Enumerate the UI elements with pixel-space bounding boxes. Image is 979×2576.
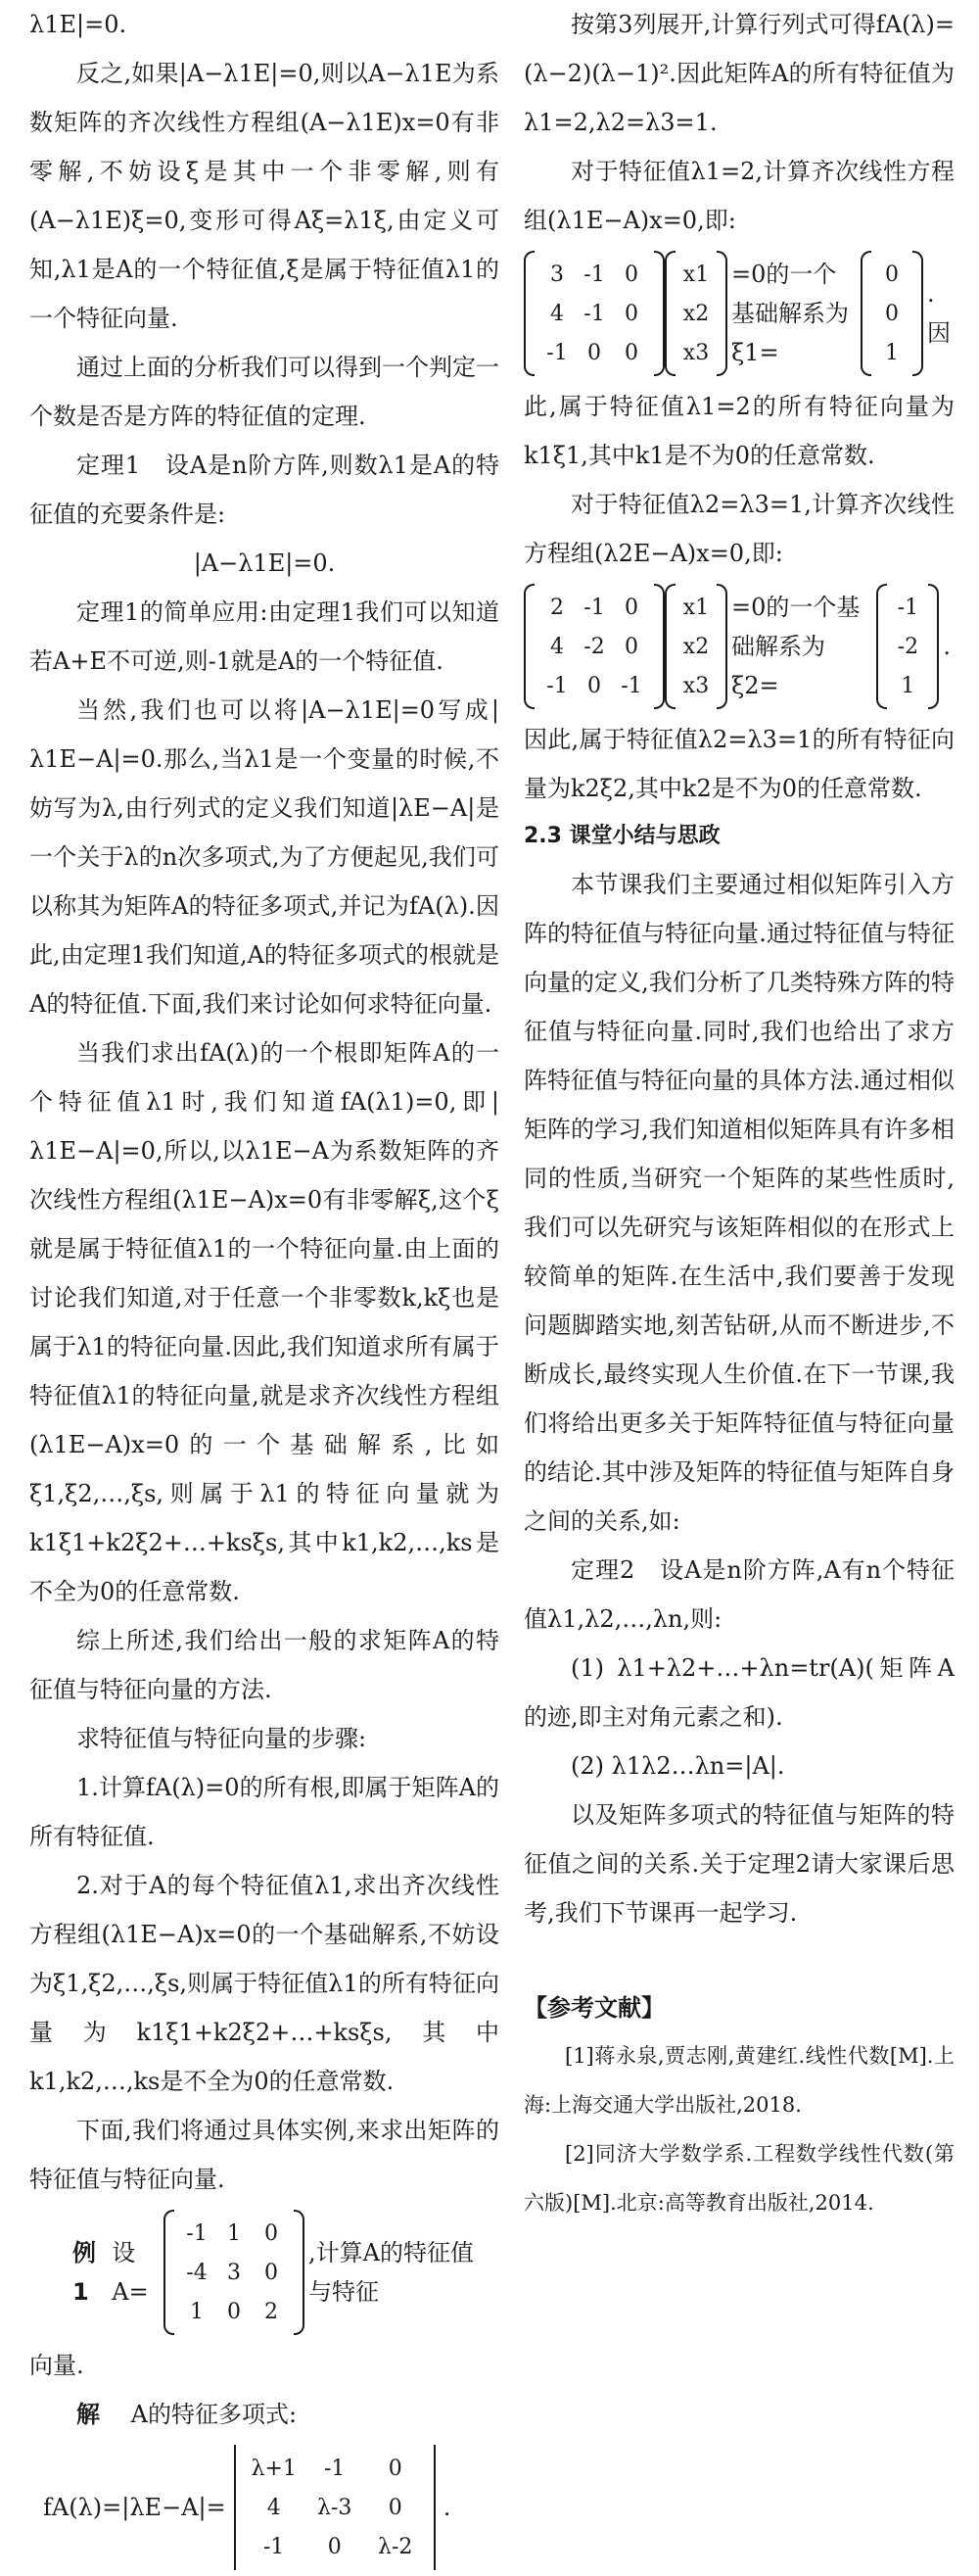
matrix-row — [679, 588, 713, 627]
paragraph: 此,属于特征值λ1=2的所有特征向量为k1ξ1,其中k1是不为0的任意常数. — [524, 393, 955, 469]
matrix-a — [163, 2210, 304, 2335]
paragraph: 按第3列展开,计算行列式可得fA(λ)=(λ−2)(λ−1)².因此矩阵A的所有特征值为λ1=2,λ2=λ3=1. — [524, 11, 955, 136]
matrix-cell: 4 — [266, 2495, 281, 2520]
matrix-cell: 1 — [226, 2220, 241, 2246]
matrix-cell: x3 — [682, 340, 710, 365]
matrix-row — [178, 2253, 290, 2292]
matrix-row — [875, 333, 909, 372]
matrix-cell: -2 — [583, 634, 605, 659]
matrix-row — [679, 666, 713, 705]
matrix-row — [178, 2214, 290, 2253]
matrix-cell: 0 — [263, 2260, 278, 2285]
matrix-cell: -4 — [186, 2260, 208, 2285]
matrix-row — [679, 294, 713, 333]
vector-xi-1 — [861, 251, 923, 376]
matrix-row — [679, 255, 713, 294]
paragraph: 以及矩阵多项式的特征值与矩阵的特征值之间的关系.关于定理2请大家课后思考,我们下节课再一起学习. — [524, 1801, 955, 1927]
example-label: 例1 — [72, 2239, 96, 2306]
matrix-cell: 0 — [587, 673, 601, 698]
matrix-cell: 0 — [263, 2220, 278, 2246]
matrix-cell: -1 — [583, 595, 605, 620]
matrix-cell: λ+1 — [251, 2456, 297, 2481]
matrix-cell: x2 — [682, 301, 710, 326]
matrix-cell: 0 — [625, 634, 638, 659]
poly-end: . — [443, 2494, 451, 2521]
matrix-row — [679, 333, 713, 372]
matrix-row — [679, 627, 713, 666]
matrix-cell: 0 — [625, 595, 638, 620]
matrix-cell: x2 — [682, 634, 710, 659]
system-2 — [524, 584, 955, 709]
matrix-row — [891, 627, 924, 666]
matrix-cell: 0 — [226, 2299, 241, 2324]
matrix-cell: λ-2 — [378, 2534, 413, 2559]
paragraph: 向量. — [29, 2352, 84, 2379]
matrix-row — [244, 2449, 426, 2488]
matrix-cell: 0 — [388, 2495, 402, 2520]
matrix-cell: 0 — [587, 340, 601, 365]
matrix-cell: 0 — [327, 2534, 342, 2559]
matrix-cell: -1 — [621, 673, 642, 698]
matrix-cell: λ-3 — [317, 2495, 352, 2520]
paragraph: 对于特征值λ2=λ3=1,计算齐次线性方程组(λ2E−A)x=0,即: — [524, 491, 955, 567]
theorem-1: 定理1 设A是n阶方阵,则数λ1是A的特征值的充要条件是: — [29, 452, 499, 528]
poly-lhs: fA(λ)=|λE−A|= — [43, 2494, 226, 2521]
step-2: 2.对于A的每个特征值λ1,求出齐次线性方程组(λ1E−A)x=0的一个基础解系,不妨设为ξ1,ξ2,…,ξs,则属于特征值λ1的所有特征向量为k1ξ1+k2ξ2+…+ksξs,其中k1,k2,…,ks是不全为0的任意常数. — [29, 1872, 499, 2095]
matrix-cell: 0 — [885, 301, 899, 326]
paragraph: 求特征值与特征向量的步骤: — [76, 1725, 367, 1752]
vector-x — [665, 251, 727, 376]
matrix-cell: 0 — [625, 340, 638, 365]
system-1 — [524, 251, 955, 376]
matrix-cell: 0 — [388, 2456, 402, 2481]
matrix-row — [875, 255, 909, 294]
matrix-row — [891, 588, 924, 627]
matrix-cell: -1 — [583, 301, 605, 326]
equation: |A−λ1E|=0. — [193, 549, 336, 577]
matrix-cell: 1 — [189, 2299, 204, 2324]
matrix-cell: -1 — [263, 2534, 285, 2559]
matrix-row — [244, 2488, 426, 2527]
matrix-row — [244, 2527, 426, 2566]
system-1-text: =0的一个基础解系为ξ1= — [731, 261, 849, 366]
matrix-cell: x1 — [682, 595, 710, 620]
matrix-row — [538, 666, 650, 705]
vector-x — [665, 584, 727, 709]
matrix-row — [178, 2292, 290, 2331]
paragraph: 当我们求出fA(λ)的一个根即矩阵A的一个特征值λ1时,我们知道fA(λ1)=0,即|λ1E−A|=0,所以,以λ1E−A为系数矩阵的齐次线性方程组(λ1E−A)x=0有非零解ξ,这个ξ就是属于特征值λ1的一个特征向量.由上面的讨论我们知道,对于任意一个非零数k,kξ也是属于λ1的特征向量.因此,我们知道求所有属于特征值λ1的特征向量,就是求齐次线性方程组(λ1E−A)x=0的一个基础解系,比如ξ1,ξ2,…,ξs,则属于λ1的特征向量就为k1ξ1+k2ξ2+…+ksξs,其中k1,k2,…,ks是不全为0的任意常数. — [29, 1039, 499, 1605]
matrix-cell: 3 — [226, 2260, 241, 2285]
matrix-row — [875, 294, 909, 333]
matrix-cell: 0 — [885, 262, 899, 287]
matrix-cell: -1 — [546, 673, 568, 698]
step-1: 1.计算fA(λ)=0的所有根,即属于矩阵A的所有特征值. — [29, 1774, 499, 1850]
section-heading: 2.3 课堂小结与思政 — [524, 824, 721, 848]
solution-label: 解 — [76, 2401, 100, 2428]
system-2-end: . — [943, 633, 951, 660]
left-column — [29, 0, 499, 2576]
paragraph: 通过上面的分析我们可以得到一个判定一个数是否是方阵的特征值的定理. — [29, 354, 499, 430]
theorem-2: 定理2 设A是n阶方阵,A有n个特征值λ1,λ2,…,λn,则: — [524, 1556, 955, 1633]
matrix-cell: -2 — [897, 634, 919, 659]
matrix-cell: -1 — [897, 595, 919, 620]
matrix-cell: -1 — [186, 2220, 208, 2246]
matrix-row — [538, 627, 650, 666]
matrix-cell: 4 — [550, 634, 564, 659]
matrix-cell: 0 — [625, 301, 638, 326]
example-1 — [29, 2210, 499, 2335]
example-rhs: ,计算A的特征值与特征 — [307, 2239, 474, 2306]
vector-xi-2 — [876, 584, 939, 709]
matrix-cell: 4 — [550, 301, 564, 326]
paragraph: 因此,属于特征值λ2=λ3=1的所有特征向量为k2ξ2,其中k2是不为0的任意常数. — [524, 726, 955, 802]
example-lhs: 设A= — [112, 2239, 149, 2306]
matrix-cell: -1 — [546, 340, 568, 365]
paragraph: 定理1的简单应用:由定理1我们可以知道若A+E不可逆,则-1就是A的一个特征值. — [29, 598, 499, 675]
paragraph: 反之,如果|A−λ1E|=0,则以A−λ1E为系数矩阵的齐次线性方程组(A−λ1E)x=0有非零解,不妨设ξ是其中一个非零解,则有(A−λ1E)ξ=0,变形可得Aξ=λ1ξ,由定义可知,λ1是A的一个特征值,ξ是属于特征值λ1的一个特征向量. — [29, 60, 499, 332]
matrix-cell: 1 — [885, 340, 899, 365]
matrix-row — [538, 588, 650, 627]
matrix-cell: 1 — [901, 673, 915, 698]
matrix-2 — [524, 584, 665, 709]
matrix-cell: -1 — [324, 2456, 346, 2481]
matrix-row — [538, 333, 650, 372]
paragraph: 下面,我们将通过具体实例,来求出矩阵的特征值与特征向量. — [29, 2117, 499, 2193]
matrix-row — [538, 255, 650, 294]
matrix-cell: x1 — [682, 262, 710, 287]
paragraph: 对于特征值λ1=2,计算齐次线性方程组(λ1E−A)x=0,即: — [524, 158, 955, 234]
matrix-1 — [524, 251, 665, 376]
system-2-text: =0的一个基础解系为ξ2= — [731, 594, 861, 699]
matrix-row — [891, 666, 924, 705]
matrix-cell: -1 — [583, 262, 605, 287]
paragraph: 综上所述,我们给出一般的求矩阵A的特征值与特征向量的方法. — [29, 1627, 499, 1703]
theorem-2-item-1: (1) λ1+λ2+…+λn=tr(A)(矩阵A的迹,即主对角元素之和). — [524, 1654, 955, 1731]
determinant — [230, 2445, 440, 2570]
solution — [29, 2390, 499, 2439]
paragraph: 当然,我们也可以将|A−λ1E|=0写成|λ1E−A|=0.那么,当λ1是一个变量的时候,不妨写为λ,由行列式的定义我们知道|λE−A|是一个关于λ的n次多项式,为了方便起见,我们可以称其为矩阵A的特征多项式,并记为fA(λ).因此,由定理1我们知道,A的特征多项式的根就是A的特征值.下面,我们来讨论如何求特征向量. — [29, 696, 499, 1018]
theorem-2-item-2: (2) λ1λ2…λn=|A|. — [571, 1752, 785, 1780]
matrix-cell: 3 — [550, 262, 564, 287]
matrix-cell: 2 — [263, 2299, 278, 2324]
paragraph: λ1E|=0. — [29, 11, 127, 38]
right-column — [524, 0, 955, 2227]
matrix-cell: 0 — [625, 262, 638, 287]
system-1-end: .因 — [927, 280, 951, 347]
characteristic-polynomial — [29, 2445, 499, 2570]
matrix-cell: x3 — [682, 673, 710, 698]
reference-item: [2]同济大学数学系.工程数学线性代数(第六版)[M].北京:高等教育出版社,2014. — [524, 2142, 955, 2215]
matrix-cell: 2 — [550, 595, 564, 620]
matrix-row — [538, 294, 650, 333]
references-title: 【参考文献】 — [524, 1994, 665, 2022]
paragraph: 本节课我们主要通过相似矩阵引入方阵的特征值与特征向量.通过特征值与特征向量的定义,我们分析了几类特殊方阵的特征值与特征向量.同时,我们也给出了求方阵特征值与特征向量的具体方法.通过相似矩阵的学习,我们知道相似矩阵具有许多相同的性质,当研究一个矩阵的某些性质时,我们可以先研究与该矩阵相似的在形式上较简单的矩阵.在生活中,我们要善于发现问题脚踏实地,刻苦钻研,从而不断进步,不断成长,最终实现人生价值.在下一节课,我们将给出更多关于矩阵特征值与特征向量的结论.其中涉及矩阵的特征值与矩阵自身之间的关系,如: — [524, 871, 955, 1535]
reference-item: [1]蒋永泉,贾志刚,黄建红.线性代数[M].上海:上海交通大学出版社,2018. — [524, 2044, 955, 2117]
solution-text: A的特征多项式: — [130, 2401, 298, 2428]
